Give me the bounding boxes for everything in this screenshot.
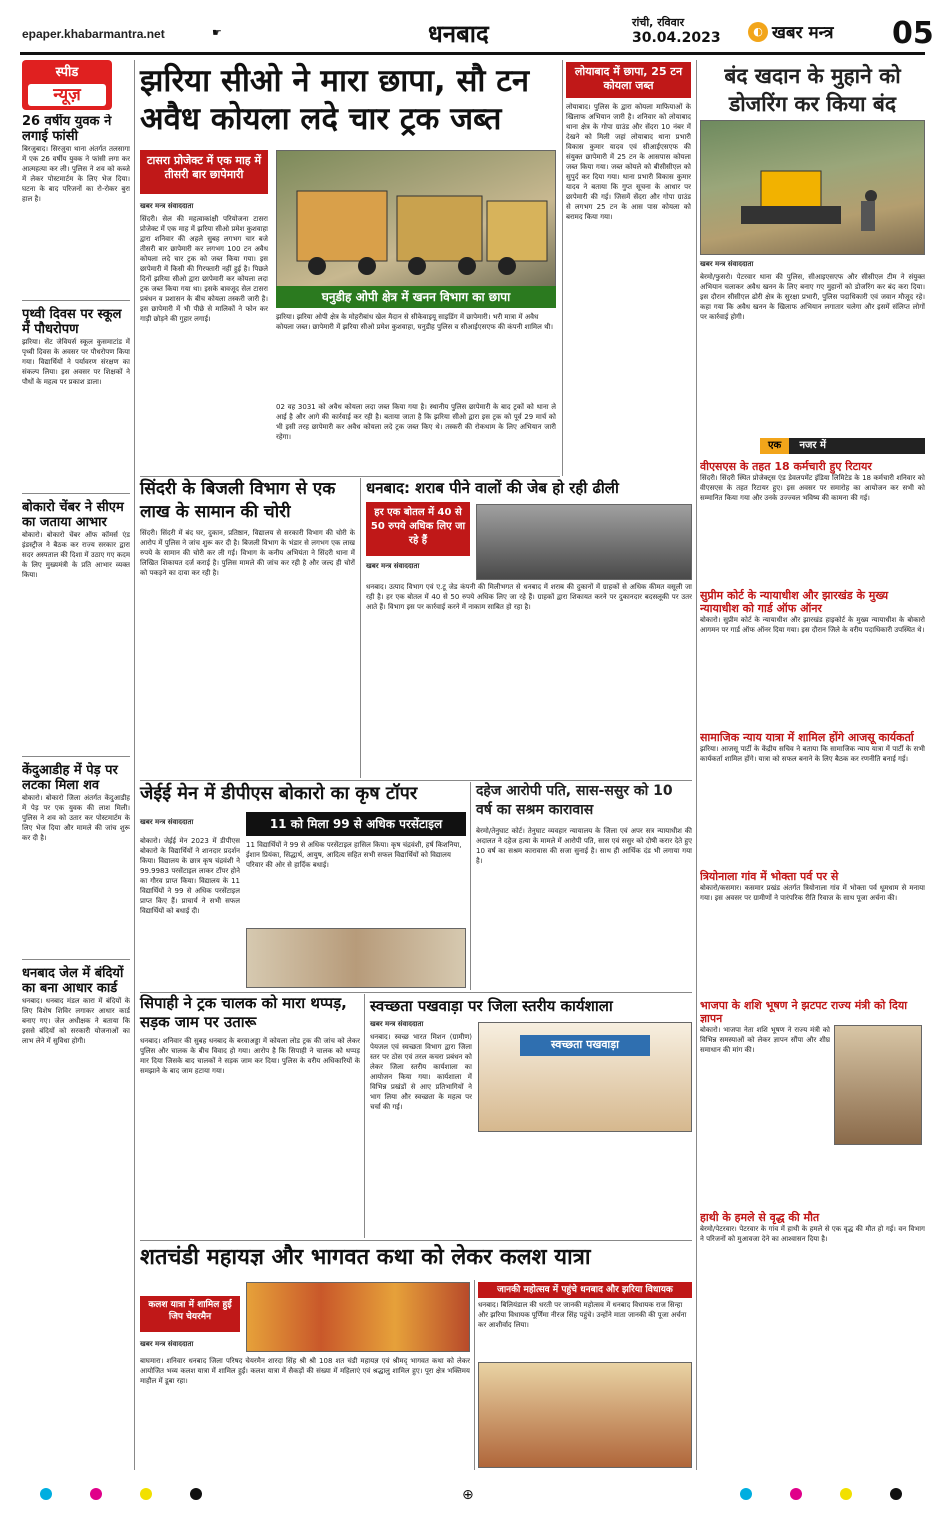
lead-photo-note: झरिया। झरिया ओपी क्षेत्र के मोहरीबांध खेल मैदान से सीकेवाइयू साइडिंग में छापेमारी। भरी मात्रा में अवैध कोयला जब्त। छापेमारी में झरिया सीओ प्रमेश कुशवाहा, घनुडीह पुलिस व सीआईएसएफ की कंपनी शामिल थी। (276, 313, 554, 331)
registration-dot (890, 1488, 902, 1500)
registration-dot (190, 1488, 202, 1500)
day-label: रांची, रविवार (632, 16, 685, 29)
truck-illustration (277, 151, 556, 298)
kalash-title: शतचंडी महायज्ञ और भागवत कथा को लेकर कलश यात्रा (140, 1245, 591, 1270)
lead-body-2: 02 वह 3031 को अवैध कोयला लदा जब्त किया गया है। स्थानीय पुलिस छापेमारी के बाद ट्रकों को थाना ले आई है और आगे की कार्रवाई कर रही है। बताया जाता है कि झरिया सीओ द्वारा इस ट्रक को पूर्व 29 मार्च को भी इसी तरह छापेमारी कर अवैध कोयला लदे ट्रक जब्त किए थे। तस्करी की रोकथाम के लिए अभियान जारी रहेगा। (276, 403, 556, 441)
speed-item: पृथ्वी दिवस पर स्कूल में पौधरोपण झरिया। सेंट जेवियर्स स्कूल कुसमाटांड में पृथ्वी दिवस के अवसर पर पौधरोपण किया गया। विद्यार्थियों ने पर्यावरण संरक्षण का संकल्प लिया। इस अवसर पर शिक्षकों ने पौधों के महत्व पर प्रकाश डाला। (22, 307, 130, 386)
speed-item: बोकारो चेंबर ने सीएम का जताया आभार बोकारो। बोकारो चेंबर ऑफ कॉमर्स एंड इंडस्ट्रीज ने बैठक कर राज्य सरकार द्वारा सदर अस्पताल की दिशा में उठाए गए कदम के लिए मुख्यमंत्री के प्रति आभार व्यक्त किया। (22, 500, 130, 579)
nazar-item: सामाजिक न्याय यात्रा में शामिल होंगे आजसू कार्यकर्ता झरिया। आजसू पार्टी के केंद्रीय सचिव ने बताया कि सामाजिक न्याय यात्रा में पार्टी के सभी कार्यकर्ता शामिल होंगे। यात्रा को सफल बनाने के लिए बैठक कर रणनीति बनाई गई। (700, 731, 925, 763)
nazar-item: भाजपा के शशि भूषण ने झटपट राज्य मंत्री को दिया ज्ञापन बोकारो। भाजपा नेता शशि भूषण ने राज्य मंत्री को विभिन्न समस्याओं को लेकर ज्ञापन सौंपा और शीघ्र समाधान की मांग की। (700, 999, 925, 1205)
masthead (0, 0, 945, 56)
nazar-column (700, 460, 925, 1472)
sealed-mine-title: बंद खदान के मुहाने को डोजरिंग कर किया बंद (724, 64, 901, 116)
kalash-kicker: कलश यात्रा में शामिल हुईं जिप चेयरमैन (140, 1296, 240, 1332)
kalash-body: बाघमारा। शनिवार धनबाद जिला परिषद चेयरमैन शारदा सिंह श्री श्री 108 शत चंडी महायज्ञ एवं श्रीमद् भागवत कथा को लेकर आयोजित भव्य कलश यात्रा में शामिल हुईं। कलश यात्रा में सैकड़ों की संख्या में महिलाएं एवं श्रद्धालु शामिल हुए। पूरा क्षेत्र भक्तिमय माहौल में डूबा रहा। (140, 1357, 470, 1385)
janki-caption: जानकी महोत्सव में पहुंचे धनबाद और झरिया विधायक (478, 1282, 692, 1298)
liquor-title: धनबाद: शराब पीने वालों की जेब हो रही ढीली (366, 479, 619, 497)
speed-item: धनबाद जेल में बंदियों का बना आधार कार्ड धनबाद। धनबाद मंडल कारा में बंदियों के लिए विशेष शिविर लगाकर आधार कार्ड बनाए गए। जेल अधीक्षक ने बताया कि इससे बंदियों को सरकारी योजनाओं का लाभ लेने में सुविधा होगी। (22, 966, 130, 1045)
sindri-theft-body: सिंदरी। सिंदरी में बंद घर, दुकान, प्रतिष्ठान, विद्यालय से सरकारी विभाग की चोरी के आरोप में पुलिस ने जांच शुरू कर दी है। बिजली विभाग के भंडार से लगभग एक लाख रुपये के सामान की चोरी कर ली गई। विभाग के कनीय अभियंता ने सिंदरी थाना में लिखित शिकायत दर्ज कराई है। पुलिस मामले की जांच कर रही है और जल्द ही चोरों को पकड़ने का दावा कर रही है। (140, 529, 355, 577)
registration-dot (40, 1488, 52, 1500)
topper-kicker: 11 को मिला 99 से अधिक परसेंटाइल (246, 812, 466, 836)
sealed-mine-body: बेरमो/फुसरो। पेटरवार थाना की पुलिस, सीआइएसएफ और सीसीएल टीम ने संयुक्त अभियान चलाकर अवैध खनन के लिए बनाए गए मुहानों को डोजरिंग कर बंद करा दिया। इस दौरान सीसीएल ढोरी क्षेत्र के सुरक्षा प्रभारी, पुलिस पदाधिकारी एवं जवान मौजूद रहे। कहा गया कि अवैध खनन के खिलाफ अभियान लगातार चलेगा और इसमें संलिप्त लोगों पर कार्रवाई होगी। (700, 273, 925, 321)
nazar-item: वीएसएस के तहत 18 कर्मचारी हुए रिटायर सिंदरी। सिंदरी स्थित प्रोजेक्ट्स एंड डेवलपमेंट इंडिया लिमिटेड के 18 कर्मचारी शनिवार को वीएसएस के तहत रिटायर हुए। इस अवसर पर समारोह का आयोजन कर सभी को सम्मानित किया गया और उनके उज्ज्वल भविष्य की कामना की गई। (700, 460, 925, 502)
sindri-theft-title: सिंदरी के बिजली विभाग से एक लाख के सामान की चोरी (140, 479, 336, 522)
topper-title: जेईई मेन में डीपीएस बोकारो का कृष टॉपर (140, 783, 418, 804)
liquor-byline: खबर मन्त्र संवाददाता (366, 562, 420, 570)
nazar-band (760, 438, 925, 454)
lead-headline: झरिया सीओ ने मारा छापा, सौ टन अवैध कोयला लदे चार ट्रक जब्त (140, 63, 530, 137)
date-block (632, 16, 721, 47)
dowry-body: बेरमो/तेनुघाट कोर्ट। तेनुघाट व्यवहार न्यायालय के जिला एवं अपर सत्र न्यायाधीश की अदालत ने दहेज हत्या के मामले में आरोपी पति, सास एवं ससुर को दोषी करार देते हुए 10 वर्ष का सश्रम कारावास की सजा सुनाई है। साथ ही आर्थिक दंड भी लगाया गया है। (476, 827, 692, 865)
registration-dot (140, 1488, 152, 1500)
janki-note: धनबाद। बिलियंडाल की धरती पर जानकी महोत्सव में धनबाद विधायक राज सिन्हा और झरिया विधायक पूर्णिमा नीरज सिंह पहुंचे। उन्होंने माता जानकी की पूजा अर्चना कर आशीर्वाद लिया। (478, 1301, 687, 1329)
liquor-body: धनबाद। उत्पाद विभाग एवं ए.टू जेड कंपनी की मिलीभगत से धनबाद में शराब की दुकानों में ग्राहकों से अधिक कीमत वसूली जा रही है। हर एक बोतल में 40 से 50 रुपये अधिक लिए जा रहे हैं। ग्राहकों द्वारा शिकायत करने पर दुकानदार बदसलूकी पर उतर आते हैं। विभाग इस पर कार्रवाई करने में नाकाम साबित हो रहा है। (366, 583, 692, 611)
swachhta-banner: स्वच्छता पखवाड़ा (520, 1035, 650, 1056)
date-label: 30.04.2023 (632, 29, 721, 46)
bulldozer-illustration (701, 121, 925, 255)
road-jam-body: धनबाद। शनिवार की सुबह धनबाद के बरवाअड्डा में कोयला लोड ट्रक की जांच को लेकर पुलिस और चालक के बीच विवाद हो गया। आरोप है कि सिपाही ने चालक को थप्पड़ मार दिया जिसके बाद चालकों ने सड़क जाम कर दिया। पुलिस के वरीय अधिकारियों के समझाने के बाद जाम हटाया गया। (140, 1037, 360, 1075)
speed-item: केंदुआडीह में पेड़ पर लटका मिला शव बोकारो। बोकारो जिला अंतर्गत केंदुआडीह में पेड़ पर एक युवक की लाश मिली। पुलिस ने शव को उतार कर पोस्टमार्टम के लिए भेज दिया और मामले की जांच शुरू कर दी है। (22, 763, 130, 842)
speed-news-logo: स्पीड न्यूज़ (22, 60, 112, 110)
cursor-icon: ☛ (212, 26, 222, 39)
page-number: 05 (892, 16, 934, 51)
sealed-mine-byline: खबर मन्त्र संवाददाता (700, 260, 754, 268)
loyabad-body: लोयाबाद। पुलिस के द्वारा कोयला माफियाओं के खिलाफ अभियान जारी है। शनिवार को लोयाबाद थाना क्षेत्र के गोपा ग्राउंड और सेंदरा 10 नंबर में देखने को मिली जहां लोयाबाद थाना प्रभारी विकास कुमार यादव एवं सीआईएसएफ की संयुक्त छापेमारी में 25 टन के आसपास कोयला जब्त किया गया। जब्त कोयले को बीसीसीएल को सुपुर्द कर दिया गया। थाना प्रभारी विकास कुमार यादव ने बताया कि गुप्त सूचना के आधार पर छापेमारी की गई। जिसमें सेंदरा और गोपा ग्राउंड से लगभग 25 टन के आस पास कोयला को बरामद किया गया। (566, 103, 691, 221)
lead-byline: खबर मन्त्र संवाददाता (140, 202, 194, 210)
speed-news-column (22, 114, 130, 1474)
brand-logo-icon: ◐ (748, 22, 768, 42)
topper-students-photo (246, 928, 466, 988)
swachhta-body: धनबाद। स्वच्छ भारत मिशन (ग्रामीण) पेयजल एवं स्वच्छता विभाग द्वारा जिला स्तर पर ठोस एवं तरल कचरा प्रबंधन को लेकर जिला स्तरीय कार्यशाला का आयोजन किया गया। कार्यशाला में विभिन्न प्रखंडों से आए प्रतिभागियों ने भाग लिया और स्वच्छता के महत्व पर चर्चा की गई। (370, 1033, 472, 1111)
lead-body: सिंदरी। सेल की महत्वाकांक्षी परियोजना टासरा प्रोजेक्ट में एक माह में झरिया सीओ प्रमेश कुशवाहा द्वारा शनिवार की अहले सुबह लगभग चार बजे तीसरी बार छापेमारी कर लगभग 100 टन अवैध कोयला लदे चार ट्रक को जब्त किया गया। इस छापेमारी में किसी की गिरफ्तारी नहीं हुई है। पिछले दिनों झरिया सीओ द्वारा छापेमारी कर कोयला लदा ट्रक जब्त किया गया था। इसके बावजूद सेल टासरा प्रबंधन व प्रशासन के बीच कोयला तस्करी जारी है। इस छापेमारी में भी पीछे से मालिकों ने फोन कर गाड़ी छोड़ने की गुहार लगाई। (140, 215, 268, 323)
speed-item: 26 वर्षीय युवक ने लगाई फांसी बिरजुबाद। सिरजुवा थाना अंतर्गत तलसागा में एक 26 वर्षीय युवक ने फांसी लगा कर आत्महत्या कर ली। पुलिस ने शव को कब्जे में लेकर पोस्टमार्टम के लिए भेज दिया। घटना के बाद परिजनों का रो-रोकर बुरा हाल है। (22, 114, 130, 203)
road-jam-title: सिपाही ने ट्रक चालक को मारा थप्पड़, सड़क जाम पर उतारू (140, 994, 347, 1031)
dowry-title: दहेज आरोपी पति, सास-ससुर को 10 वर्ष का सश्रम कारावास (476, 783, 673, 818)
registration-dot (740, 1488, 752, 1500)
epaper-url[interactable]: epaper.khabarmantra.net (22, 27, 165, 41)
nazar-item: त्रियोनाला गांव में भोक्ता पर्व पर से बोकारो/कसमार। कसमार प्रखंड अंतर्गत त्रियोनाला गांव में भोक्ता पर्व धूमधाम से मनाया गया। इस अवसर पर ग्रामीणों ने पारंपरिक रीति रिवाज के साथ पूजा अर्चना की। (700, 870, 925, 902)
registration-dot (90, 1488, 102, 1500)
lead-photo-caption: घनुडीह ओपी क्षेत्र में खनन विभाग का छापा (276, 286, 556, 308)
registration-dot (790, 1488, 802, 1500)
registration-dot (840, 1488, 852, 1500)
kalash-byline: खबर मन्त्र संवाददाता (140, 1340, 194, 1348)
liquor-shop-photo (476, 504, 692, 580)
topper-body: बोकारो। जेईई मेन 2023 में डीपीएस बोकारो के विद्यार्थियों ने शानदार प्रदर्शन किया। विद्यालय के छात्र कृष चंद्रवंशी ने 99.9983 परसेंटाइल लाकर टॉपर होने का गौरव प्राप्त किया। विद्यालय के 11 विद्यार्थियों ने 99 से अधिक परसेंटाइल प्राप्त किए हैं। प्राचार्य ने सभी सफल विद्यार्थियों को बधाई दी। (140, 837, 240, 915)
nazar-label: नजर में (799, 440, 826, 451)
minister-photo (834, 1025, 922, 1145)
swachhta-title: स्वच्छता पखवाड़ा पर जिला स्तरीय कार्यशाला (370, 997, 613, 1015)
nazar-tag: एक (760, 438, 789, 454)
nazar-item: सुप्रीम कोर्ट के न्यायाधीश और झारखंड के मुख्य न्यायाधीश को गार्ड ऑफ ऑनर बोकारो। सुप्रीम कोर्ट के न्यायाधीश और झारखंड हाइकोर्ट के मुख्य न्यायाधीश के बोकारो आगमन पर गार्ड ऑफ ऑनर दिया गया। इस दौरान जिले के वरीय पदाधिकारी उपस्थित थे। (700, 589, 925, 634)
lead-photo (276, 150, 556, 298)
page-city: धनबाद (428, 20, 489, 48)
sealed-mine-photo (700, 120, 925, 255)
brand-name: खबर मन्त्र (772, 23, 834, 43)
swachhta-byline: खबर मन्त्र संवाददाता (370, 1020, 424, 1028)
loyabad-title: लोयाबाद में छापा, 25 टन कोयला जब्त (566, 62, 691, 98)
topper-byline: खबर मन्त्र संवाददाता (140, 818, 194, 826)
kalash-photo (246, 1282, 470, 1352)
lead-kicker: टासरा प्रोजेक्ट में एक माह में तीसरी बार छापेमारी (140, 150, 268, 194)
registration-mark-icon: ⊕ (462, 1487, 474, 1503)
janki-photo (478, 1362, 692, 1468)
liquor-kicker: हर एक बोतल में 40 से 50 रुपये अधिक लिए जा रहे हैं (366, 502, 470, 556)
nazar-item: हाथी के हमले से वृद्ध की मौत बेरमो/पेटरवार। पेटरवार के गांव में हाथी के हमले से एक वृद्ध की मौत हो गई। वन विभाग ने परिजनों को मुआवजा देने का आश्वासन दिया है। (700, 1211, 925, 1243)
topper-box: 11 विद्यार्थियों ने 99 से अधिक परसेंटाइल हासिल किया। कृष चंद्रवंशी, हर्ष किशनिया, ईशान प्रियंका, सिद्धार्थ, आयुष, आदित्य सहित सभी सफल विद्यार्थियों को विद्यालय परिवार की ओर से हार्दिक बधाई। (246, 841, 462, 869)
swachhta-photo (478, 1022, 692, 1132)
masthead-rule (20, 52, 925, 55)
